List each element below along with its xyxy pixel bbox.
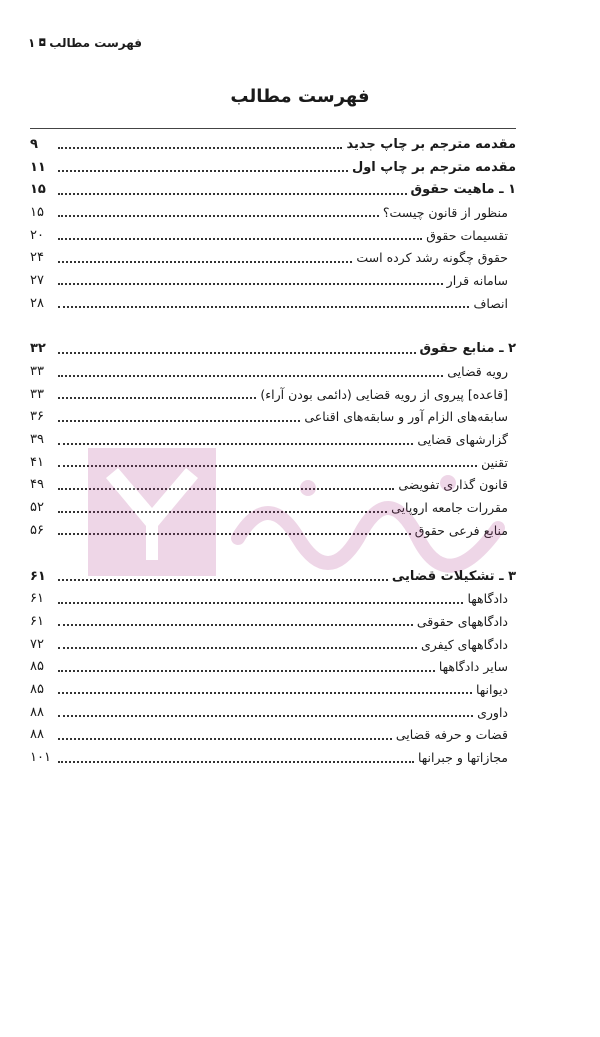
dot-leader — [58, 670, 435, 672]
dot-leader — [58, 715, 473, 717]
toc-entry-title: حقوق چگونه رشد کرده است — [356, 250, 508, 266]
toc-section-entry — [30, 519, 516, 542]
toc-entry-title: دیوانها — [475, 681, 508, 697]
toc-entry-page-number: ۳۳ — [30, 386, 44, 402]
toc-section-entry — [30, 496, 516, 519]
toc-entry-page-number: ۳۹ — [30, 432, 44, 448]
toc-entry-page-number: ۲۴ — [30, 250, 44, 266]
dot-leader — [58, 647, 417, 649]
toc-section-entry — [30, 383, 516, 406]
running-header — [28, 36, 142, 50]
toc-entry-title: منابع فرعی حقوق — [414, 522, 508, 538]
dot-leader — [58, 238, 422, 240]
toc-entry-title: گزارشهای قضایی — [417, 432, 508, 448]
toc-entry-page-number: ۹ — [30, 136, 38, 152]
page-title: فهرست مطالب — [230, 86, 370, 107]
toc-section-entry — [30, 587, 516, 610]
toc-entry-page-number: ۲۸ — [30, 295, 44, 311]
table-of-contents — [30, 133, 516, 769]
toc-entry-title: داوری — [477, 704, 508, 720]
dot-leader — [58, 352, 416, 354]
toc-section-entry — [30, 360, 516, 383]
toc-section-entry — [30, 246, 516, 269]
dot-leader — [58, 761, 414, 763]
toc-section-entry — [30, 724, 516, 747]
toc-section-entry — [30, 474, 516, 497]
toc-entry-title: مقدمه مترجم بر چاپ جدید — [346, 136, 516, 152]
dot-leader — [58, 306, 469, 308]
dot-leader — [58, 420, 300, 422]
header-page-number: ۱ — [28, 36, 36, 50]
dot-leader — [58, 283, 443, 285]
toc-chapter-entry — [30, 338, 516, 361]
toc-entry-title: ۳ ـ تشکیلات قضایی — [391, 568, 516, 584]
toc-entry-title: دادگاهها — [467, 591, 508, 607]
toc-entry-title: دادگاههای کیفری — [420, 636, 508, 652]
toc-entry-page-number: ۱۵ — [30, 182, 46, 198]
toc-entry-page-number: ۳۶ — [30, 409, 44, 425]
toc-entry-title: قضات و حرفه قضایی — [395, 727, 508, 743]
toc-section-entry — [30, 201, 516, 224]
toc-entry-title: سابقه‌های الزام آور و سابقه‌های اقناعی — [304, 409, 508, 425]
toc-chapter-entry — [30, 133, 516, 156]
toc-section-entry — [30, 428, 516, 451]
dot-leader — [58, 375, 443, 377]
toc-section-entry — [30, 655, 516, 678]
toc-entry-page-number: ۵۲ — [30, 500, 44, 516]
toc-entry-title: مقررات جامعه اروپایی — [391, 500, 508, 516]
toc-entry-page-number: ۴۹ — [30, 477, 44, 493]
toc-section-entry — [30, 292, 516, 315]
toc-entry-page-number: ۷۲ — [30, 636, 44, 652]
toc-entry-page-number: ۶۱ — [30, 613, 44, 629]
toc-entry-page-number: ۳۲ — [30, 341, 46, 357]
toc-entry-title: تقنین — [481, 454, 508, 470]
toc-entry-title: انصاف — [473, 295, 508, 311]
toc-entry-page-number: ۸۸ — [30, 727, 44, 743]
dot-leader — [58, 738, 392, 740]
dot-leader — [58, 533, 411, 535]
toc-chapter-entry — [30, 156, 516, 179]
dot-leader — [58, 443, 413, 445]
toc-entry-page-number: ۸۸ — [30, 704, 44, 720]
dot-leader — [58, 488, 394, 490]
toc-entry-page-number: ۲۷ — [30, 272, 44, 288]
toc-section-entry — [30, 451, 516, 474]
toc-entry-page-number: ۱۰۱ — [30, 750, 51, 766]
toc-entry-title: تقسیمات حقوق — [426, 227, 508, 243]
toc-entry-title: رویه قضایی — [447, 364, 508, 380]
dot-leader — [58, 602, 463, 604]
dot-leader — [58, 215, 379, 217]
dot-leader — [58, 147, 342, 149]
dot-leader — [58, 465, 477, 467]
toc-section-entry — [30, 406, 516, 429]
title-divider — [30, 128, 516, 129]
header-separator-icon: ◘ — [38, 37, 47, 49]
toc-entry-title: ۲ ـ منابع حقوق — [419, 341, 516, 357]
toc-section-entry — [30, 610, 516, 633]
toc-entry-title: دادگاههای حقوقی — [416, 613, 508, 629]
toc-entry-page-number: ۱۱ — [30, 159, 46, 175]
toc-entry-page-number: ۶۱ — [30, 591, 44, 607]
toc-chapter-entry — [30, 565, 516, 588]
toc-entry-title: [قاعده] پیروی از رویه قضایی (دائمی بودن آراء) — [260, 386, 508, 402]
toc-section-entry — [30, 269, 516, 292]
header-title: فهرست مطالب — [49, 36, 143, 50]
dot-leader — [58, 397, 256, 399]
toc-entry-title: قانون گذاری تفویضی — [398, 477, 508, 493]
toc-section-entry — [30, 701, 516, 724]
dot-leader — [58, 579, 388, 581]
toc-entry-title: منظور از قانون چیست؟ — [382, 204, 508, 220]
toc-entry-page-number: ۶۱ — [30, 568, 46, 584]
toc-entry-page-number: ۳۳ — [30, 364, 44, 380]
toc-entry-page-number: ۴۱ — [30, 454, 44, 470]
toc-chapter-entry — [30, 178, 516, 201]
dot-leader — [58, 170, 348, 172]
dot-leader — [58, 511, 387, 513]
dot-leader — [58, 261, 352, 263]
toc-entry-page-number: ۱۵ — [30, 204, 44, 220]
toc-entry-title: سامانه قرار — [446, 272, 508, 288]
toc-entry-title: سایر دادگاهها — [438, 659, 508, 675]
toc-entry-title: مقدمه مترجم بر چاپ اول — [351, 159, 516, 175]
toc-section-entry — [30, 224, 516, 247]
toc-entry-page-number: ۸۵ — [30, 659, 44, 675]
toc-entry-page-number: ۲۰ — [30, 227, 44, 243]
toc-section-entry — [30, 678, 516, 701]
dot-leader — [58, 624, 413, 626]
toc-entry-page-number: ۸۵ — [30, 681, 44, 697]
dot-leader — [58, 193, 407, 195]
dot-leader — [58, 692, 472, 694]
toc-entry-page-number: ۵۶ — [30, 522, 44, 538]
toc-section-entry — [30, 633, 516, 656]
toc-entry-title: مجازاتها و جبرانها — [417, 750, 508, 766]
toc-section-entry — [30, 746, 516, 769]
toc-entry-title: ۱ ـ ماهیت حقوق — [410, 182, 516, 198]
